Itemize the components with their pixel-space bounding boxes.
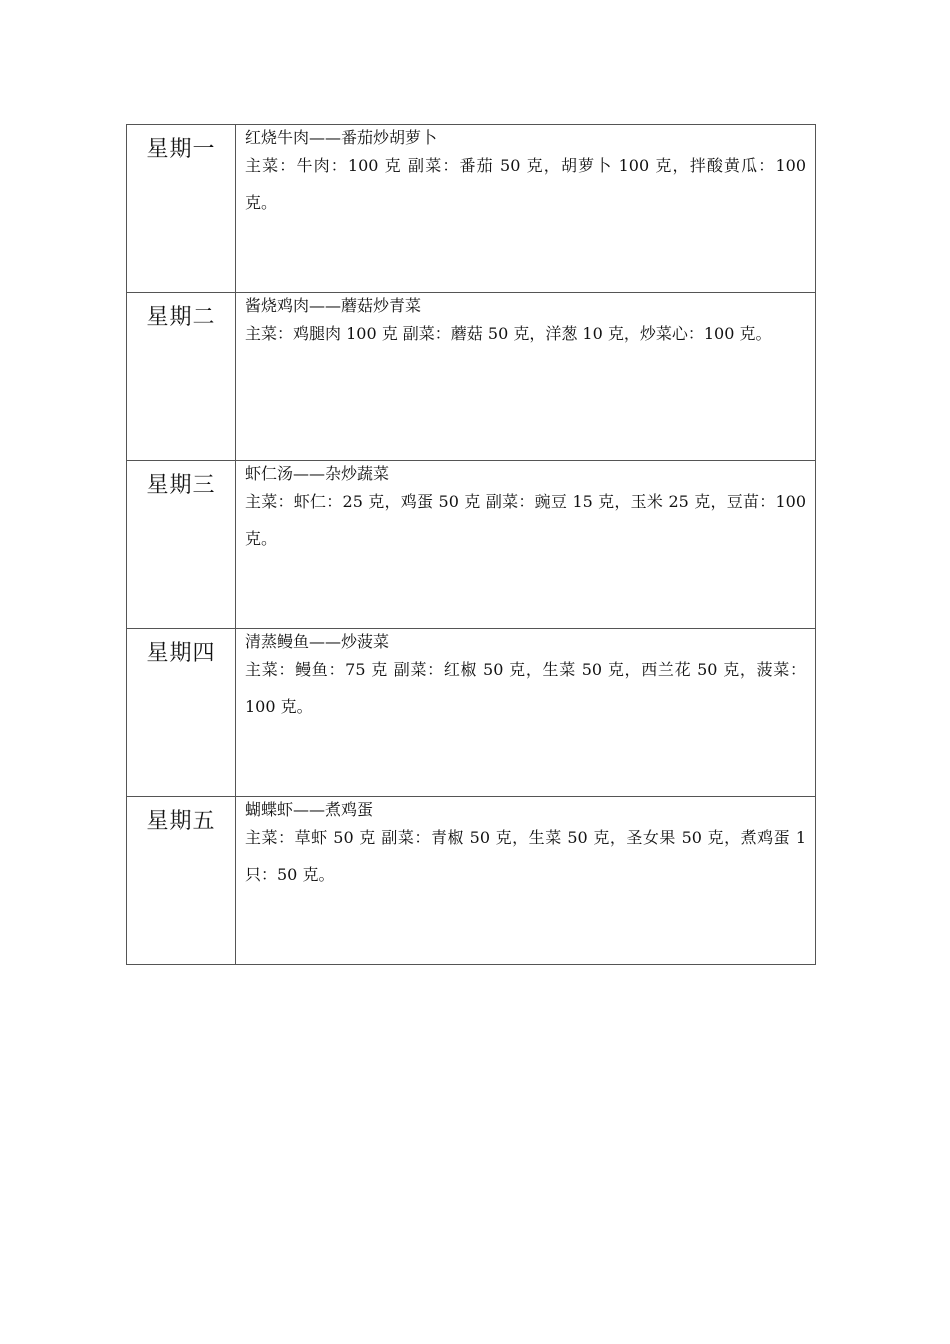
dish-title: 蝴蝶虾——煮鸡蛋 [245,800,374,819]
menu-detail-cell [236,125,816,293]
dish-title: 红烧牛肉——番茄炒胡萝卜 [245,128,438,147]
dish-description: 主菜：虾仁：25 克，鸡蛋 50 克 副菜：豌豆 15 克，玉米 25 克，豆苗：100 克。 [245,492,806,548]
table-row [127,629,816,797]
dish-description: 主菜：草虾 50 克 副菜：青椒 50 克，生菜 50 克，圣女果 50 克，煮鸡蛋 1 只：50 克。 [245,828,806,884]
day-cell [127,797,236,965]
day-label: 星期四 [146,641,216,666]
day-cell [127,629,236,797]
dish-description: 主菜：鸡腿肉 100 克 副菜：蘑菇 50 克，洋葱 10 克，炒菜心：100 克。 [245,324,772,343]
menu-detail-cell [236,629,816,797]
table-row [127,461,816,629]
dish-description: 主菜：鳗鱼：75 克 副菜：红椒 50 克，生菜 50 克，西兰花 50 克，菠菜：100 克。 [245,660,806,716]
weekly-menu-table [126,124,816,965]
menu-detail-cell [236,797,816,965]
table-row [127,125,816,293]
dish-title: 清蒸鳗鱼——炒菠菜 [245,632,390,651]
day-label: 星期二 [146,305,216,330]
table-row [127,293,816,461]
table-row [127,797,816,965]
day-cell [127,461,236,629]
dish-description: 主菜：牛肉：100 克 副菜：番茄 50 克，胡萝卜 100 克，拌酸黄瓜：100 克。 [245,156,806,212]
day-cell [127,125,236,293]
day-label: 星期一 [146,137,216,162]
day-label: 星期五 [146,809,216,834]
day-cell [127,293,236,461]
dish-title: 虾仁汤——杂炒蔬菜 [245,464,390,483]
dish-title: 酱烧鸡肉——蘑菇炒青菜 [245,296,422,315]
menu-detail-cell [236,461,816,629]
day-label: 星期三 [146,473,216,498]
menu-detail-cell [236,293,816,461]
